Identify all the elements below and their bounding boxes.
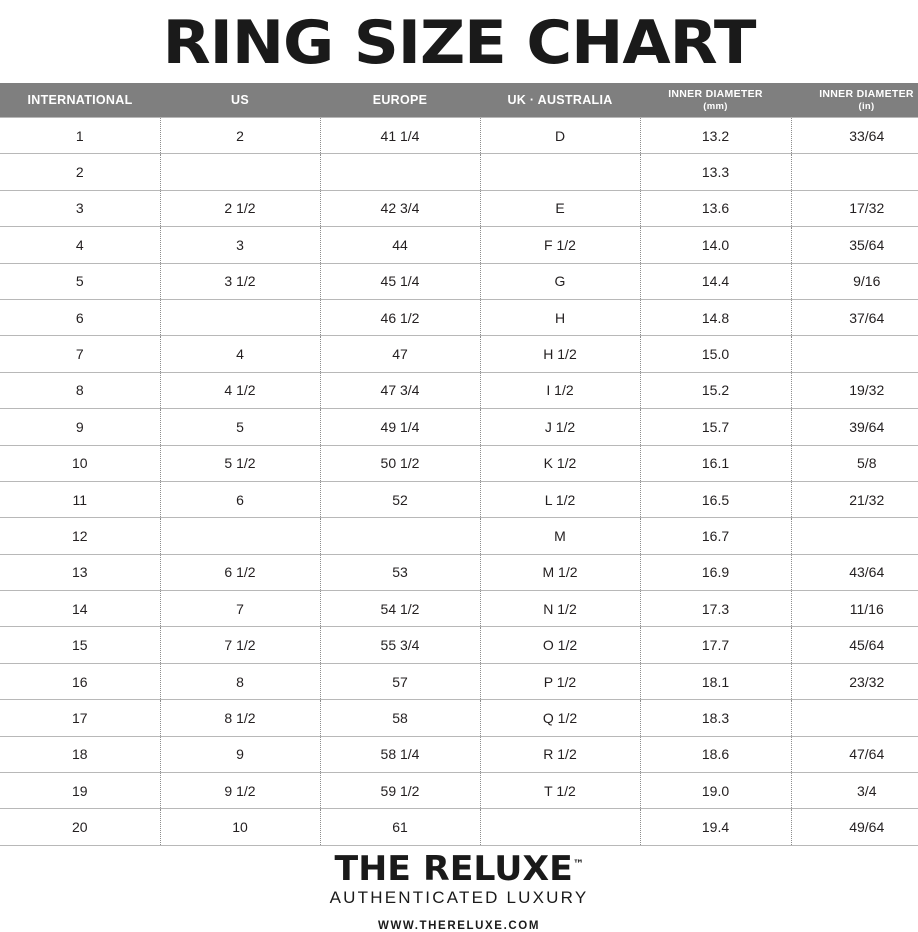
table-cell (791, 154, 918, 190)
table-cell: 2 (0, 154, 160, 190)
column-header-inner-diameter-in-unit: (in) (858, 100, 875, 112)
table-cell: 16.1 (640, 445, 791, 481)
table-row (0, 663, 918, 699)
table-cell: 7 1/2 (160, 627, 320, 663)
table-cell: 10 (160, 809, 320, 845)
table-cell: 55 3/4 (320, 627, 480, 663)
table-cell: E (480, 190, 640, 226)
column-header-international: INTERNATIONAL (0, 83, 160, 118)
table-row (0, 409, 918, 445)
column-header-inner-diameter-mm-label: INNER DIAMETER (668, 87, 763, 100)
page-title: RING SIZE CHART (162, 8, 756, 78)
table-cell: 19.4 (640, 809, 791, 845)
table-row (0, 445, 918, 481)
table-cell: 41 1/4 (320, 118, 480, 154)
table-cell: F 1/2 (480, 227, 640, 263)
table-cell: 20 (0, 809, 160, 845)
table-body (0, 118, 918, 846)
ring-size-table (0, 83, 918, 846)
brand-name-text: THE RELUXE (334, 848, 573, 889)
table-cell: 18.1 (640, 663, 791, 699)
table-cell: 47 (320, 336, 480, 372)
table-cell (791, 700, 918, 736)
table-cell: 49/64 (791, 809, 918, 845)
table-cell: 7 (0, 336, 160, 372)
table-cell: 45 1/4 (320, 263, 480, 299)
table-cell: 16 (0, 663, 160, 699)
table-cell: H (480, 299, 640, 335)
table-row (0, 481, 918, 517)
table-row (0, 554, 918, 590)
table-cell: 13 (0, 554, 160, 590)
column-header-inner-diameter-in-label: INNER DIAMETER (819, 87, 914, 100)
table-cell: 59 1/2 (320, 773, 480, 809)
table-cell: 49 1/4 (320, 409, 480, 445)
table-cell: 16.9 (640, 554, 791, 590)
table-row (0, 299, 918, 335)
table-cell: 14.0 (640, 227, 791, 263)
column-header-inner-diameter-mm (640, 83, 791, 118)
table-cell: 4 (0, 227, 160, 263)
column-header-inner-diameter-in (791, 83, 918, 118)
table-cell: 58 1/4 (320, 736, 480, 772)
table-cell: 42 3/4 (320, 190, 480, 226)
table-row (0, 372, 918, 408)
table-cell: 19.0 (640, 773, 791, 809)
table-cell: N 1/2 (480, 591, 640, 627)
table-cell: 5/8 (791, 445, 918, 481)
table-cell: 16.5 (640, 481, 791, 517)
table-row (0, 700, 918, 736)
table-cell: 9 (160, 736, 320, 772)
table-row (0, 154, 918, 190)
table-cell: 4 1/2 (160, 372, 320, 408)
table-cell: 14 (0, 591, 160, 627)
column-header-us: US (160, 83, 320, 118)
table-cell: 23/32 (791, 663, 918, 699)
table-cell: 3 (160, 227, 320, 263)
table-cell (320, 154, 480, 190)
table-cell: K 1/2 (480, 445, 640, 481)
table-row (0, 227, 918, 263)
table-cell: P 1/2 (480, 663, 640, 699)
table-cell: 10 (0, 445, 160, 481)
table-cell: D (480, 118, 640, 154)
table-cell: 11 (0, 481, 160, 517)
table-row (0, 591, 918, 627)
table-row (0, 809, 918, 845)
table-cell: 14.8 (640, 299, 791, 335)
table-cell: 6 1/2 (160, 554, 320, 590)
table-cell: 5 1/2 (160, 445, 320, 481)
trademark-symbol: ™ (572, 857, 584, 871)
table-cell: 15.7 (640, 409, 791, 445)
table-cell: 61 (320, 809, 480, 845)
table-cell: R 1/2 (480, 736, 640, 772)
table-cell: M (480, 518, 640, 554)
table-row (0, 190, 918, 226)
table-row (0, 518, 918, 554)
table-cell: 18.3 (640, 700, 791, 736)
table-cell: 1 (0, 118, 160, 154)
table-cell: 21/32 (791, 481, 918, 517)
table-cell: 54 1/2 (320, 591, 480, 627)
brand-tagline: AUTHENTICATED LUXURY (329, 887, 589, 907)
table-cell: 17.3 (640, 591, 791, 627)
table-cell: H 1/2 (480, 336, 640, 372)
table-header-row (0, 83, 918, 118)
table-cell: 8 1/2 (160, 700, 320, 736)
table-cell: J 1/2 (480, 409, 640, 445)
table-cell: 18.6 (640, 736, 791, 772)
table-cell (160, 299, 320, 335)
table-cell: O 1/2 (480, 627, 640, 663)
table-cell: 13.2 (640, 118, 791, 154)
table-cell: 2 (160, 118, 320, 154)
table-cell: 5 (0, 263, 160, 299)
table-cell: 3/4 (791, 773, 918, 809)
table-cell: 33/64 (791, 118, 918, 154)
table-cell: 19 (0, 773, 160, 809)
column-header-europe: EUROPE (320, 83, 480, 118)
table-cell: 13.6 (640, 190, 791, 226)
table-cell: 16.7 (640, 518, 791, 554)
table-cell: 52 (320, 481, 480, 517)
table-cell (480, 154, 640, 190)
table-row (0, 263, 918, 299)
table-cell: 35/64 (791, 227, 918, 263)
table-cell: T 1/2 (480, 773, 640, 809)
table-cell: 47/64 (791, 736, 918, 772)
table-cell: 15.0 (640, 336, 791, 372)
ring-size-chart-page (0, 8, 918, 932)
table-cell (791, 518, 918, 554)
table-cell: 7 (160, 591, 320, 627)
table-cell: 15.2 (640, 372, 791, 408)
table-cell: 14.4 (640, 263, 791, 299)
table-cell: 46 1/2 (320, 299, 480, 335)
table-row (0, 627, 918, 663)
table-cell (320, 518, 480, 554)
table-cell: 8 (160, 663, 320, 699)
footer (0, 848, 918, 932)
table-cell (480, 809, 640, 845)
table-cell: 6 (0, 299, 160, 335)
table-cell: 11/16 (791, 591, 918, 627)
table-cell: 3 1/2 (160, 263, 320, 299)
table-cell: L 1/2 (480, 481, 640, 517)
table-cell (160, 154, 320, 190)
table-cell: 53 (320, 554, 480, 590)
brand-name (334, 848, 584, 889)
table-cell: 4 (160, 336, 320, 372)
table-cell: 18 (0, 736, 160, 772)
table-cell: I 1/2 (480, 372, 640, 408)
table-cell: 45/64 (791, 627, 918, 663)
column-header-uk-australia: UK · AUSTRALIA (480, 83, 640, 118)
table-cell: 19/32 (791, 372, 918, 408)
table-row (0, 336, 918, 372)
table-row (0, 773, 918, 809)
table-cell: 43/64 (791, 554, 918, 590)
table-cell: 9 (0, 409, 160, 445)
table-cell: 17.7 (640, 627, 791, 663)
table-cell: 17/32 (791, 190, 918, 226)
table-cell: 44 (320, 227, 480, 263)
table-cell: 57 (320, 663, 480, 699)
table-cell: 37/64 (791, 299, 918, 335)
table-cell: M 1/2 (480, 554, 640, 590)
table-cell: 17 (0, 700, 160, 736)
table-cell: 5 (160, 409, 320, 445)
table-cell: 12 (0, 518, 160, 554)
table-cell: 13.3 (640, 154, 791, 190)
table-cell (791, 336, 918, 372)
table-cell: 9 1/2 (160, 773, 320, 809)
table-cell: 47 3/4 (320, 372, 480, 408)
table-cell: G (480, 263, 640, 299)
table-row (0, 118, 918, 154)
table-cell: Q 1/2 (480, 700, 640, 736)
table-cell (160, 518, 320, 554)
brand-website: WWW.THERELUXE.COM (378, 919, 540, 932)
table-cell: 15 (0, 627, 160, 663)
table-row (0, 736, 918, 772)
table-cell: 2 1/2 (160, 190, 320, 226)
table-cell: 58 (320, 700, 480, 736)
table-cell: 39/64 (791, 409, 918, 445)
table-cell: 3 (0, 190, 160, 226)
table-cell: 9/16 (791, 263, 918, 299)
table-cell: 50 1/2 (320, 445, 480, 481)
table-header (0, 83, 918, 118)
table-cell: 8 (0, 372, 160, 408)
table-cell: 6 (160, 481, 320, 517)
column-header-inner-diameter-mm-unit: (mm) (703, 100, 728, 112)
